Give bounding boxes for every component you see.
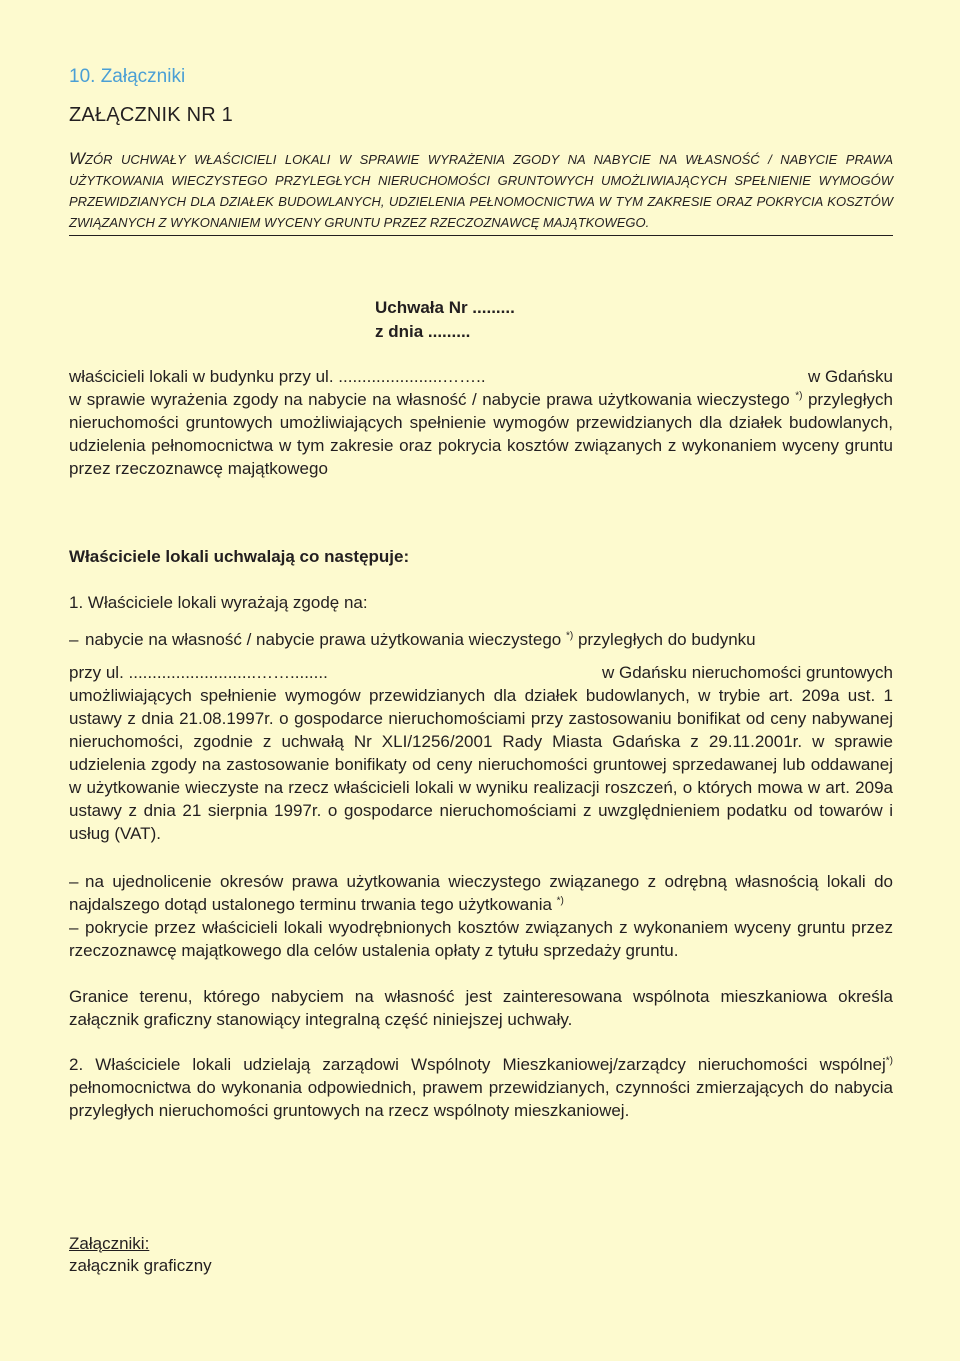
- intro-text-b: przyległych nieruchomości gruntowych umożliwiających spełnienie wymogów przewidzianych dla działek budowlanych, udzielenia pełnomocnictwa w tym zakresie oraz pokrycia kosztów związanych z wykonaniem wyceny gruntu przez rzeczoznawcę majątkowego: [69, 390, 893, 478]
- intro-city: w Gdańsku: [807, 367, 893, 386]
- point-1-item-1: [69, 628, 893, 845]
- subject-first-letter: W: [69, 149, 86, 168]
- item-1-street-line: [69, 661, 893, 684]
- point-1-item-3: [69, 916, 893, 962]
- intro-owners: właścicieli lokali w budynku przy ul. ......................……..: [69, 367, 486, 386]
- attachments-label: Załączniki:: [69, 1234, 150, 1253]
- item-1-street: przy ul. ...........................……........: [69, 663, 328, 682]
- annex-title: ZAŁĄCZNIK NR 1: [69, 104, 233, 126]
- item-2-text: na ujednolicenie okresów prawa użytkowania wieczystego związanego z odrębną własnością lokali do najdalszego dotąd ustalonego terminu trwania tego użytkowania: [69, 872, 893, 914]
- decision-heading: Właściciele lokali uchwalają co następuje:: [69, 547, 410, 566]
- point-1-heading: 1. Właściciele lokali wyrażają zgodę na:: [69, 593, 368, 612]
- footnote-mark: *): [885, 1055, 893, 1067]
- dash-bullet: –: [69, 630, 79, 649]
- point-2-text-a: 2. Właściciele lokali udzielają zarządowi Wspólnoty Mieszkaniowej/zarządcy nieruchomości wspólnej: [69, 1055, 886, 1074]
- resolution-intro: [69, 365, 893, 480]
- intro-first-line: [69, 365, 893, 388]
- item-1-text-b: przyległych do budynku: [573, 630, 756, 649]
- footnote-mark: *): [556, 895, 564, 907]
- item-1-rest: umożliwiających spełnienie wymogów przewidzianych dla działek budowlanych, w trybie art. 209a ust. 1 ustawy z dnia 21.08.1997r. o gospodarce nieruchomościami przy zastosowaniu bonifikat od ceny nabywanej nieruchomości, zgodnie z uchwałą Nr XLI/1256/2001 Rady Miasta Gdańska z 29.11.2001r. w sprawie udzielenia zgody na zastosowanie bonifikaty od ceny nieruchomości gruntowej sprzedawanej lub oddawanej w użytkowanie wieczyste na rzecz właścicieli lokali w wyniku realizacji roszczeń, o których mowa w art. 209a ustawy z dnia 21 sierpnia 1997r. o gospodarce nieruchomościami z uwzględnieniem podatku od towarów i usług (VAT).: [69, 686, 893, 843]
- dash-bullet: –: [69, 872, 79, 891]
- section-title: 10. Załączniki: [69, 66, 186, 87]
- item-1-text-a: nabycie na własność / nabycie prawa użytkowania wieczystego: [85, 630, 566, 649]
- subject-text: ZÓR UCHWAŁY WŁAŚCICIELI LOKALI W SPRAWIE WYRAŻENIA ZGODY NA NABYCIE NA WŁASNOŚĆ / NABYCIE PRAWA UŻYTKOWANIA WIECZYSTEGO PRZYLEGŁYCH NIERUCHOMOŚCI GRUNTOWYCH UMOŻLIWIAJĄCYCH SPEŁNIENIE WYMOGÓW PRZEWIDZIANYCH DLA DZIAŁEK BUDOWLANYCH, UDZIELENIA PEŁNOMOCNICTWA W TYM ZAKRESIE ORAZ POKRYCIA KOSZTÓW ZWIĄZANYCH Z WYKONANIEM WYCENY GRUNTU PRZEZ RZECZOZNAWCĘ MAJĄTKOWEGO.: [69, 152, 893, 230]
- resolution-date: z dnia .........: [375, 322, 471, 341]
- dash-bullet: –: [69, 918, 79, 937]
- resolution-number: Uchwała Nr .........: [375, 298, 515, 317]
- resolution-heading: [375, 296, 515, 344]
- intro-text-a: w sprawie wyrażenia zgody na nabycie na własność / nabycie prawa użytkowania wieczystego: [69, 390, 796, 409]
- point-2-paragraph: [69, 1053, 893, 1122]
- resolution-subject: [69, 148, 893, 236]
- point-2-text-b: pełnomocnictwa do wykonania odpowiednich, prawem przewidzianych, czynności zmierzających do nabycia przyległych nieruchomości gruntowych na rzecz wspólnoty mieszkaniowej.: [69, 1078, 893, 1120]
- footnote-mark: *): [565, 630, 574, 642]
- item-1-first-line: [69, 628, 893, 651]
- attachment-item: załącznik graficzny: [69, 1256, 212, 1275]
- boundaries-paragraph: Granice terenu, którego nabyciem na własność jest zainteresowana wspólnota mieszkaniowa określa załącznik graficzny stanowiący integralną część niniejszej uchwały.: [69, 987, 893, 1029]
- intro-body: [69, 388, 893, 480]
- point-1-item-2: [69, 870, 893, 916]
- footnote-mark: *): [795, 390, 803, 402]
- item-1-city: w Gdańsku nieruchomości gruntowych: [601, 663, 893, 682]
- item-3-text: pokrycie przez właścicieli lokali wyodrębnionych kosztów związanych z wykonaniem wyceny gruntu przez rzeczoznawcę majątkowego dla celów ustalenia opłaty z tytułu sprzedaży gruntu.: [69, 918, 893, 960]
